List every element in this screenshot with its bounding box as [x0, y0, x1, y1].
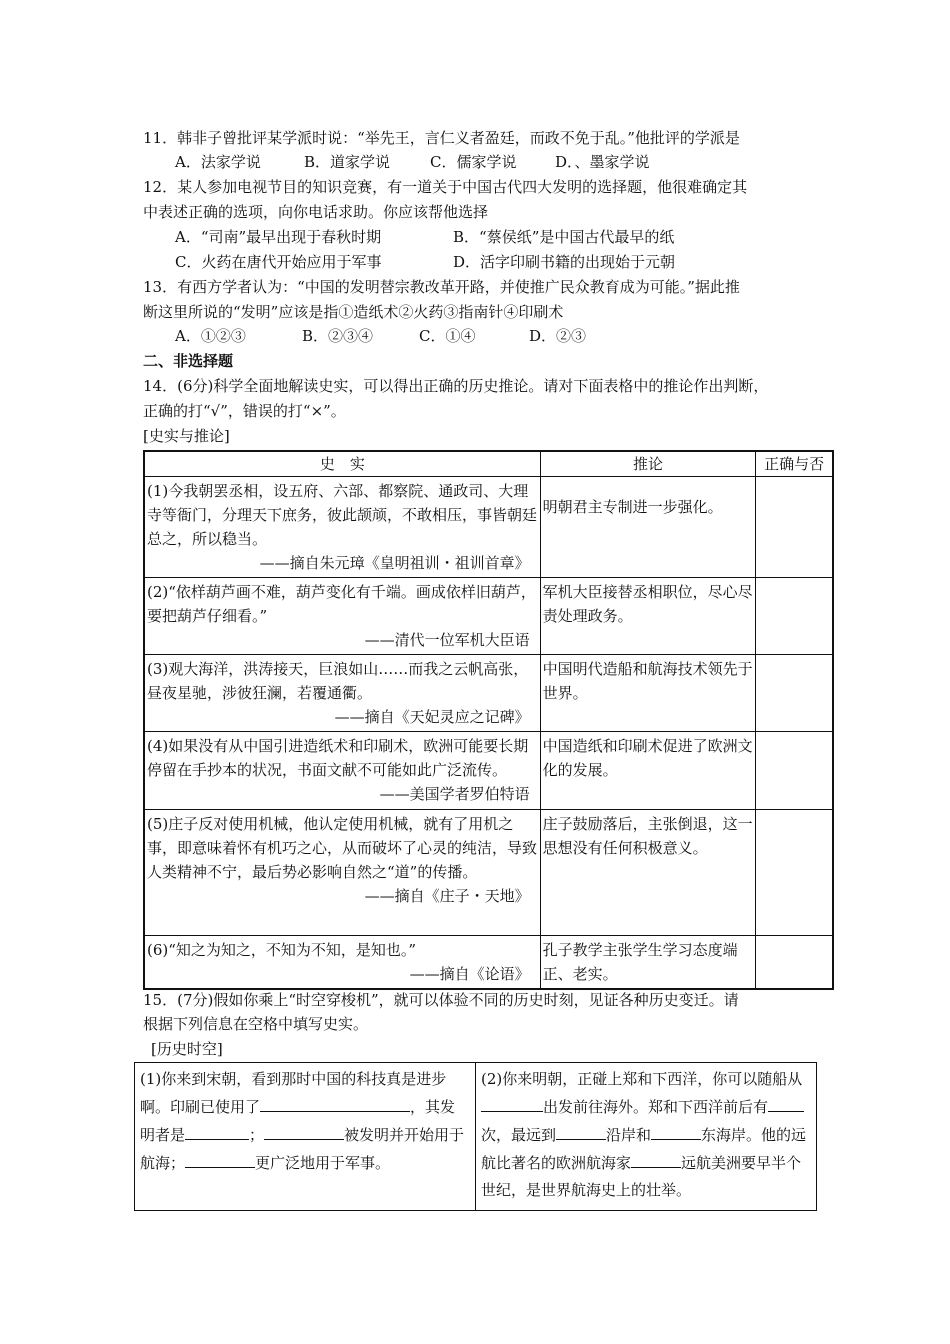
fact-cell	[144, 936, 540, 990]
answer-cell[interactable]	[756, 732, 833, 810]
ming-text-4: 沿岸和	[606, 1126, 652, 1144]
q12-stem-line1: 12．某人参加电视节目的知识竞赛，有一道关于中国古代四大发明的选择题，他很难确定其	[143, 178, 748, 196]
q12-options-row2	[175, 250, 675, 274]
blank-military-invention[interactable]	[185, 1149, 255, 1168]
fact-text: (4)如果没有从中国引进造纸术和印刷术，欧洲可能要长期停留在手抄本的状况，书面文献不可能如此广泛流传。	[147, 737, 529, 779]
ming-text-6: 远航美洲要早半个世纪，是世界航海史上的壮举。	[481, 1154, 802, 1199]
fact-text: (2)“依样葫芦画不难，葫芦变化有千端。画成依样旧葫芦，要把葫芦仔细看。”	[147, 583, 536, 625]
q13-option-a: A．①②③	[175, 327, 246, 345]
q11-option-c: C．儒家学说	[430, 153, 517, 171]
ming-text-5: 东海岸。他的远航比著名的欧洲航海家	[481, 1126, 807, 1172]
q14-stem-line1: 14．(6分)科学全面地解读史实，可以得出正确的历史推论。请对下面表格中的推论作出判断，	[143, 377, 769, 395]
q12-option-a: A．“司南”最早出现于春秋时期	[175, 228, 382, 246]
fact-cell	[144, 578, 540, 655]
header-correct: 正确与否	[756, 451, 833, 477]
fact-source: ——摘自朱元璋《皇明祖训・祖训首章》	[259, 554, 530, 572]
song-dynasty-cell	[135, 1063, 476, 1211]
inference-cell: 孔子教学主张学生学习态度端正、老实。	[540, 936, 756, 990]
ming-text-2: 出发前往海外。郑和下西洋前后有	[543, 1098, 769, 1116]
song-text-1: (1)你来到宋朝，看到那时中国的科技真是进步啊。印刷已使用了	[140, 1070, 447, 1116]
table-row	[144, 732, 833, 810]
table-header-row	[144, 451, 833, 477]
blank-voyage-count[interactable]	[768, 1093, 804, 1112]
inference-cell: 军机大臣接替丞相职位，尽心尽责处理政务。	[540, 578, 756, 655]
song-text-3: ；	[249, 1126, 265, 1144]
song-text-2: ，其发明者是	[140, 1098, 456, 1144]
fact-source: ——摘自《庄子・天地》	[364, 887, 530, 905]
table-row	[144, 936, 833, 990]
q15-table-title: [历史时空]	[151, 1040, 223, 1058]
q12-options-row1	[175, 225, 674, 249]
fact-source: ——摘自《论语》	[409, 965, 530, 983]
fact-cell	[144, 732, 540, 810]
blank-european-navigator[interactable]	[631, 1149, 681, 1168]
table-row	[144, 655, 833, 732]
fact-source: ——美国学者罗伯特语	[379, 785, 530, 803]
q12-stem-line2: 中表述正确的选项，向你电话求助。你应该帮他选择	[143, 203, 489, 221]
header-fact: 史 实	[144, 451, 540, 477]
inference-cell: 中国明代造船和航海技术领先于世界。	[540, 655, 756, 732]
song-text-5: 更广泛地用于军事。	[255, 1154, 391, 1172]
fact-cell	[144, 655, 540, 732]
answer-cell[interactable]	[756, 810, 833, 936]
q13-stem-line1: 13．有西方学者认为：“中国的发明替宗教改革开路，并使推广民众教育成为可能。”据此推	[143, 278, 740, 296]
q13-option-b: B．②③④	[302, 327, 374, 345]
q12-option-c: C．火药在唐代开始应用于军事	[175, 253, 382, 271]
inference-cell: 明朝君主专制进一步强化。	[540, 477, 756, 578]
song-text-4: 被发明并开始用于航海；	[140, 1126, 465, 1172]
q15-stem-line2: 根据下列信息在空格中填写史实。	[143, 1015, 369, 1033]
q13-option-c: C．①④	[419, 327, 476, 345]
history-timespace-table	[134, 1062, 817, 1211]
q11-options	[175, 150, 650, 174]
fact-text: (6)“知之为知之，不知为不知，是知也。”	[147, 941, 417, 959]
blank-farthest-coast[interactable]	[556, 1121, 606, 1140]
q11-option-b: B．道家学说	[304, 153, 391, 171]
q14-table-title: [史实与推论]	[143, 427, 230, 445]
q11-option-a: A．法家学说	[175, 153, 261, 171]
table-row	[144, 477, 833, 578]
q14-stem-line2: 正确的打“√”，错误的打“×”。	[143, 402, 346, 420]
blank-inventor[interactable]	[185, 1121, 249, 1140]
fact-cell	[144, 477, 540, 578]
section-title: 二、非选择题	[143, 352, 234, 370]
ming-text-3: 次，最远到	[481, 1126, 557, 1144]
ming-text-1: (2)你来明朝，正碰上郑和下西洋，你可以随船从	[481, 1070, 803, 1088]
table-row	[144, 578, 833, 655]
fact-inference-table	[143, 450, 834, 990]
blank-east-coast[interactable]	[651, 1121, 701, 1140]
q11-stem: 11．韩非子曾批评某学派时说：“举先王，言仁义者盈廷，而政不免于乱。”他批评的学派是	[143, 129, 740, 147]
fact-source: ——摘自《天妃灵应之记碑》	[334, 708, 530, 726]
q12-option-b: B．“蔡侯纸”是中国古代最早的纸	[453, 228, 675, 246]
inference-cell: 庄子鼓励落后，主张倒退，这一思想没有任何积极意义。	[540, 810, 756, 936]
answer-cell[interactable]	[756, 936, 833, 990]
header-inference: 推论	[540, 451, 756, 477]
q13-options	[175, 324, 586, 348]
blank-departure-place[interactable]	[481, 1093, 543, 1112]
answer-cell[interactable]	[756, 655, 833, 732]
inference-cell: 中国造纸和印刷术促进了欧洲文化的发展。	[540, 732, 756, 810]
q13-option-d: D．②③	[529, 327, 587, 345]
blank-printing-method[interactable]	[260, 1093, 410, 1112]
fact-text: (5)庄子反对使用机械，他认定使用机械，就有了用机之事，即意味着怀有机巧之心，从而破坏了心灵的纯洁，导致人类精神不宁，最后势必影响自然之“道”的传播。	[147, 815, 538, 881]
table-row	[144, 810, 833, 936]
table-row	[135, 1063, 817, 1211]
blank-navigation-invention[interactable]	[264, 1121, 344, 1140]
fact-text: (1)今我朝罢丞相，设五府、六部、都察院、通政司、大理寺等衙门，分理天下庶务，彼此颉颃，不敢相压，事皆朝廷总之，所以稳当。	[147, 482, 538, 548]
fact-cell	[144, 810, 540, 936]
answer-cell[interactable]	[756, 477, 833, 578]
fact-source: ——清代一位军机大臣语	[364, 631, 530, 649]
ming-dynasty-cell	[476, 1063, 817, 1211]
q13-stem-line2: 断这里所说的“发明”应该是指①造纸术②火药③指南针④印刷术	[143, 303, 564, 321]
q12-option-d: D．活字印刷书籍的出现始于元朝	[453, 253, 676, 271]
answer-cell[interactable]	[756, 578, 833, 655]
fact-text: (3)观大海洋，洪涛接天，巨浪如山……而我之云帆高张，昼夜星驰，涉彼狂澜，若覆通衢。	[147, 660, 529, 702]
q11-option-d: D．、墨家学说	[555, 153, 650, 171]
q15-stem-line1: 15．(7分)假如你乘上“时空穿梭机”，就可以体验不同的历史时刻，见证各种历史变迁。请	[143, 991, 739, 1009]
